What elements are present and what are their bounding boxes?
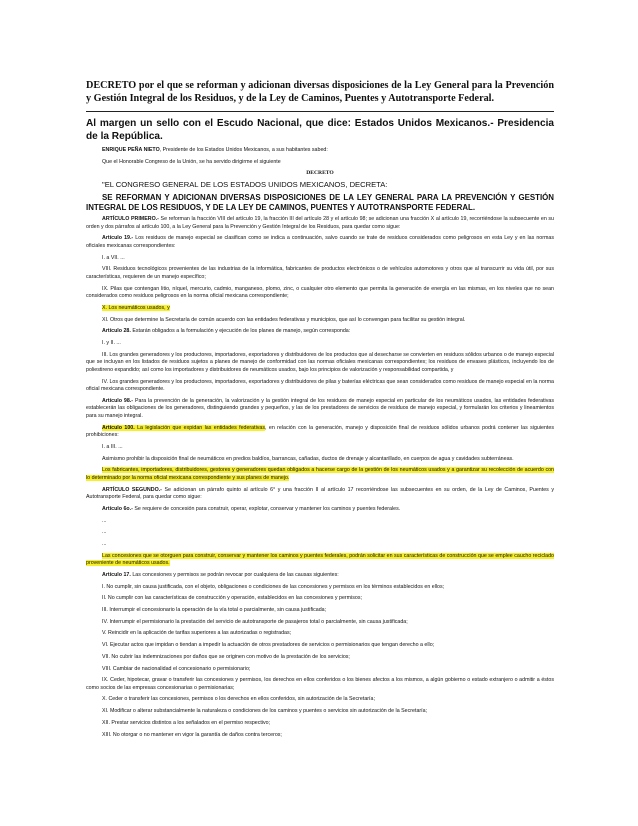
fraction-viii: VIII. Residuos tecnológicos provenientes de las industrias de la informática, fabricantes de productos electrónicos o de vehículos automotores y otros que al transcurrir su vida útil, por sus características, requieren de un manejo específico; <box>86 266 554 281</box>
decreto-label: DECRETO <box>306 170 334 177</box>
ellipsis-1: ... <box>102 517 107 524</box>
revocation-ii: II. No cumplir con las características de construcción y operación, establecidos en las concesiones y permisos; <box>102 595 362 602</box>
revocation-i: I. No cumplir, sin causa justificada, con el objeto, obligaciones o condiciones de las concesiones y permisos en los términos establecidos en ellos; <box>102 583 445 590</box>
ellipsis-3: ... <box>102 541 107 548</box>
revocation-vii: VII. No cubrir las indemnizaciones por daños que se originen con motivo de la prestación de los servicios; <box>102 653 350 660</box>
fraction-iii: III. Los grandes generadores y los productores, importadores, exportadores y distribuidores de los productos que al desecharse se convierten en residuos sólidos urbanos o de manejo especial que se incluyan en los listados de residuos sujetos a planes de manejo de conformidad con las normas oficiales mexicanas correspondientes; los residuos de envases plásticos, incluyendo los de poliestireno expandido; así como los importadores y distribuidores de neumáticos usados, bajo los principios de valorización y responsabilidad compartida, y <box>86 351 554 373</box>
revocation-xiii: XIII. No otorgar o no mantener en vigor la garantía de daños contra terceros; <box>102 731 282 738</box>
revocation-vi: VI. Ejecutar actos que impidan o tiendan a impedir la actuación de otros prestadores de servicios o permisionarios que tengan derecho a ello; <box>102 642 435 649</box>
fraction-i-iii: I. a III. ... <box>102 444 123 451</box>
concessions-paragraph <box>86 553 554 568</box>
article-17: Artículo 17. Las concesiones y permisos se podrán revocar por cualquiera de las causas siguientes: <box>102 572 339 579</box>
article-100: Artículo 100. La legislación que expidan las entidades federativas, en relación con la generación, manejo y disposición final de residuos sólidos urbanos podrá contener las siguientes prohibiciones: <box>86 424 554 439</box>
fraction-i-ii: I. y II. ... <box>102 340 121 347</box>
congress-decrees: "EL CONGRESO GENERAL DE LOS ESTADOS UNIDOS MEXICANOS, DECRETA: <box>102 180 388 190</box>
title-divider <box>86 111 554 112</box>
revocation-iv: IV. Interrumpir el permisionario la prestación del servicio de autotransporte de pasajeros total o parcialmente, sin causa justificada; <box>102 618 408 625</box>
manufacturers-paragraph <box>86 467 554 482</box>
president-name: ENRIQUE PEÑA NIETO <box>102 147 160 153</box>
highlight-article-100: Artículo 100. La legislación que expidan las entidades federativas <box>102 424 266 431</box>
congress-line: Que el Honorable Congreso de la Unión, se ha servido dirigirme el siguiente <box>102 158 281 165</box>
revocation-ix: IX. Ceder, hipotecar, gravar o transferir las concesiones y permisos, los derechos en ellos conferidos o los bienes afectos a los mismos, a algún gobierno o estado extranjero o admitir a éstos como socios de las empresas concesionarias o permisionarias; <box>86 677 554 691</box>
article-28: Artículo 28. Estarán obligados a la formulación y ejecución de los planes de manejo, según corresponda: <box>102 328 351 335</box>
asimismo-paragraph: Asimismo prohibir la disposición final de neumáticos en predios baldíos, barrancas, cañadas, ductos de drenaje y alcantarillado, en cuerpos de agua y cavidades subterráneas. <box>102 455 514 462</box>
seal-heading: Al margen un sello con el Escudo Nacional, que dice: Estados Unidos Mexicanos.- Presidencia de la República. <box>86 118 554 142</box>
highlight-manufacturers: Los fabricantes, importadores, distribuidores, gestores y generadores quedan obligados a hacerse cargo de la gestión de los neumáticos usados y a garantizar su recolección de acuerdo con lo determinado por la norma oficial mexicana correspondiente y sus planes de manejo. <box>86 467 554 482</box>
revocation-x: X. Ceder o transferir las concesiones, permisos o los derechos en ellos conferidos, sin autorización de la Secretaría; <box>102 696 375 703</box>
ellipsis-2: ... <box>102 529 107 536</box>
decree-title: DECRETO por el que se reforman y adicionan diversas disposiciones de la Ley General para la Prevención y Gestión Integral de los Residuos, y de la Ley de Caminos, Puentes y Autotransporte Federal. <box>86 80 554 104</box>
revocation-viii: VIII. Cambiar de nacionalidad el concesionario o permisionario; <box>102 665 251 672</box>
article-6: Artículo 6o.- Se requiere de concesión para construir, operar, explotar, conservar y mantener los caminos y puentes federales. <box>102 505 401 512</box>
revocation-xii: XII. Prestar servicios distintos a los señalados en el permiso respectivo; <box>102 719 271 726</box>
article-98: Artículo 98.- Para la prevención de la generación, la valorización y la gestión integral de los residuos de manejo especial en particular de los neumáticos usados, las entidades federativas establecerán las obligaciones de los generadores, distinguiendo grandes y pequeños, y las de los prestadores de servicios de residuos de manejo especial, y formularán los criterios y lineamientos para su manejo integral. <box>86 397 554 420</box>
article-19: Artículo 19.- Los residuos de manejo especial se clasifican como se indica a continuación, salvo cuando se trate de residuos considerados como peligrosos en esta Ley y en las normas oficiales mexicanas correspondientes: <box>86 235 554 250</box>
reform-heading: SE REFORMAN Y ADICIONAN DIVERSAS DISPOSICIONES DE LA LEY GENERAL PARA LA PREVENCIÓN Y GESTIÓN INTEGRAL DE LOS RESIDUOS, Y DE LA LEY DE CAMINOS, PUENTES Y AUTOTRANSPORTE FEDERAL. <box>86 193 554 212</box>
revocation-v: V. Reincidir en la aplicación de tarifas superiores a las autorizadas o registradas; <box>102 630 292 637</box>
revocation-xi: XI. Modificar o alterar substancialmente la naturaleza o condiciones de los caminos y puentes o servicios sin autorización de la Secretaría; <box>102 708 428 715</box>
fraction-x <box>86 305 554 313</box>
fraction-iv: IV. Los grandes generadores y los productores, importadores, exportadores y distribuidores de pilas y baterías eléctricas que sean considerados como residuos de manejo especial en la norma oficial mexicana correspondiente. <box>86 378 554 393</box>
document-page <box>86 80 554 743</box>
highlight-fraction-x: X. Los neumáticos usados, y <box>102 304 170 311</box>
revocation-iii: III. Interrumpir el concesionario la operación de la vía total o parcialmente, sin causa justificada; <box>102 607 327 614</box>
fraction-xi: XI. Otros que determine la Secretaría de común acuerdo con las entidades federativas y municipios, que así lo convengan para facilitar su gestión integral. <box>102 316 466 323</box>
fraction-i-vii: I. a VII. ... <box>102 254 125 261</box>
fraction-ix: IX. Pilas que contengan litio, níquel, mercurio, cadmio, manganeso, plomo, zinc, o cualquier otro elemento que permita la generación de energía en las mismas, en los niveles que no sean considerados como residuos peligrosos en la norma oficial mexicana correspondiente; <box>86 285 554 300</box>
article-first: ARTÍCULO PRIMERO.- Se reforman la fracción VIII del artículo 19, la fracción III del artículo 28 y el artículo 98; se adicionan una fracción X al artículo 19, recorriéndose la subsecuente en su orden y dos párrafos al artículo 100, a la Ley General para la Prevención y Gestión Integral de los Residuos, para quedar como sigue: <box>86 216 554 230</box>
highlight-concessions: Las concesiones que se otorguen para construir, conservar y mantener los caminos y puentes federales, podrán solicitar en sus características de construcción que se emplee caucho reciclado proveniente de neumáticos usados. <box>86 552 554 567</box>
article-second: ARTÍCULO SEGUNDO.- Se adicionan un párrafo quinto al artículo 6° y una fracción II al artículo 17 recorriéndose las subsecuentes en su orden, de la Ley de Caminos, Puentes y Autotransporte Federal, para quedar como sigue: <box>86 486 555 501</box>
president-line: ENRIQUE PEÑA NIETO, Presidente de los Estados Unidos Mexicanos, a sus habitantes sabed: <box>102 147 328 153</box>
